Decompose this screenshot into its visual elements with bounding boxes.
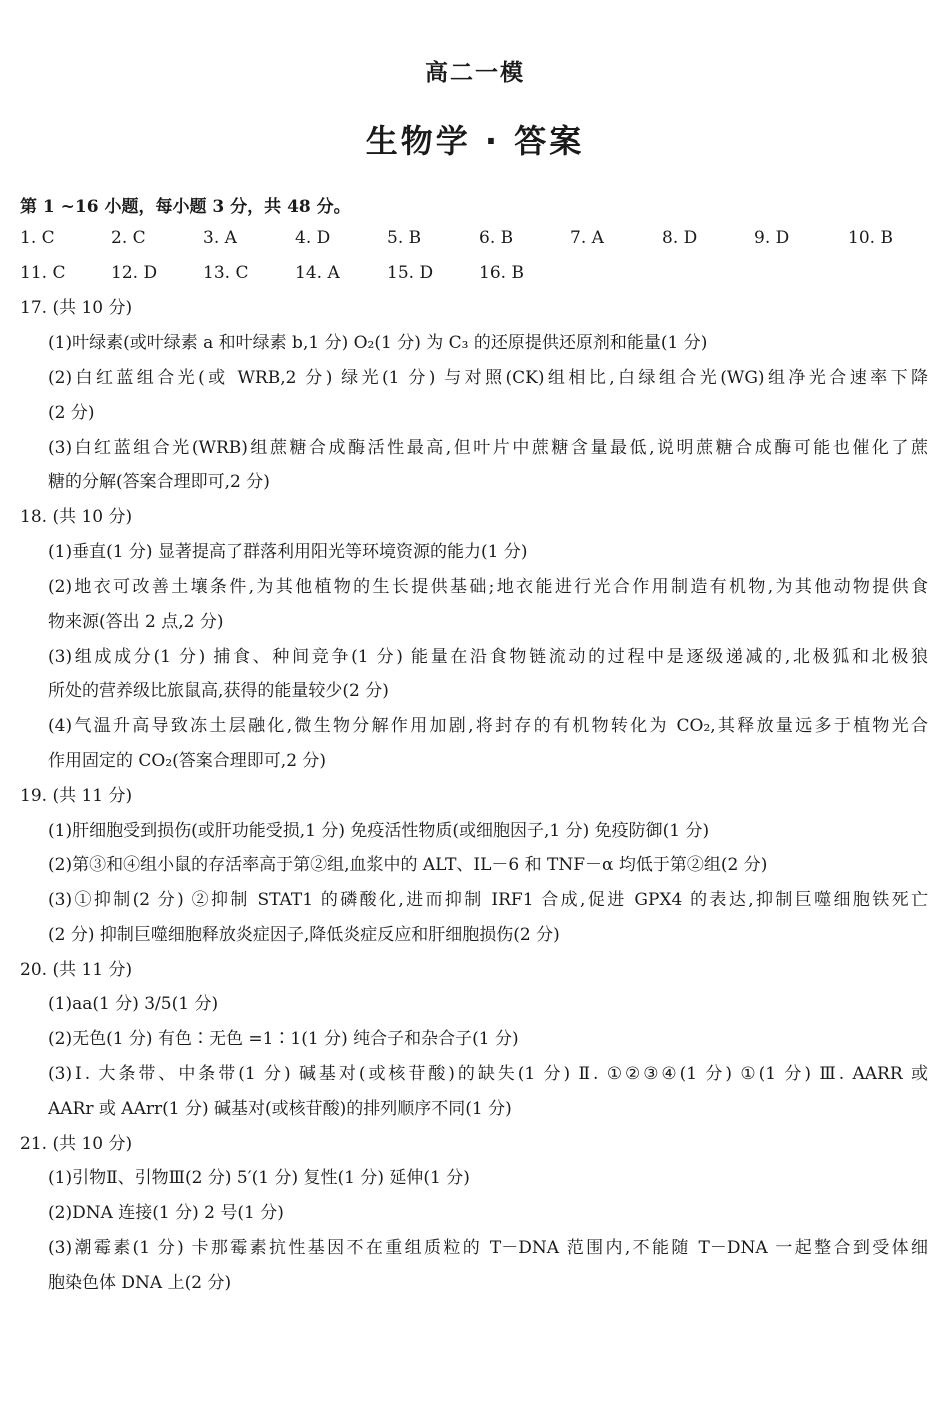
- question-20-answer-3: (3)Ⅰ. 大条带、中条带(1 分) 碱基对(或核苷酸)的缺失(1 分) Ⅱ. ①②③④(1 分) ①(1 分) Ⅲ. AARR 或: [48, 1064, 928, 1084]
- question-18-answer-1: (1)垂直(1 分) 显著提高了群落利用阳光等环境资源的能力(1 分): [48, 542, 528, 562]
- question-20-heading: 20. (共 11 分): [20, 960, 133, 980]
- question-20-answer-1: (1)aa(1 分) 3/5(1 分): [48, 994, 219, 1014]
- mc-answer: 15. D: [387, 263, 434, 283]
- question-18-heading: 18. (共 10 分): [20, 507, 133, 527]
- question-17-answer-2: (2)白红蓝组合光(或 WRB,2 分) 绿光(1 分) 与对照(CK)组相比,白绿组合光(WG)组净光合速率下降: [48, 368, 928, 388]
- question-21-answer-3: (3)潮霉素(1 分) 卡那霉素抗性基因不在重组质粒的 T－DNA 范围内,不能随 T－DNA 一起整合到受体细: [48, 1238, 928, 1258]
- question-19-answer-3: (3)①抑制(2 分) ②抑制 STAT1 的磷酸化,进而抑制 IRF1 合成,促进 GPX4 的表达,抑制巨噬细胞铁死亡: [48, 890, 928, 910]
- question-17-heading: 17. (共 10 分): [20, 298, 133, 318]
- question-18-answer-2-cont: 物来源(答出 2 点,2 分): [48, 612, 224, 632]
- question-19-answer-1: (1)肝细胞受到损伤(或肝功能受损,1 分) 免疫活性物质(或细胞因子,1 分) 免疫防御(1 分): [48, 821, 710, 841]
- exam-subtitle: 高二一模: [425, 60, 525, 86]
- question-21-answer-2: (2)DNA 连接(1 分) 2 号(1 分): [48, 1203, 284, 1223]
- question-19-heading: 19. (共 11 分): [20, 786, 133, 806]
- mc-answer: 9. D: [754, 228, 790, 248]
- question-18-answer-4: (4)气温升高导致冻土层融化,微生物分解作用加剧,将封存的有机物转化为 CO₂,其释放量远多于植物光合: [48, 716, 928, 736]
- question-17-answer-2-cont: (2 分): [48, 403, 95, 423]
- mc-answers-row-2: [0, 263, 950, 287]
- mc-answer: 1. C: [20, 228, 55, 248]
- question-17-answer-3-cont: 糖的分解(答案合理即可,2 分): [48, 472, 270, 492]
- mc-answer: 13. C: [203, 263, 249, 283]
- question-18-answer-4-cont: 作用固定的 CO₂(答案合理即可,2 分): [48, 751, 327, 771]
- question-20-answer-2: (2)无色(1 分) 有色∶无色 =1∶1(1 分) 纯合子和杂合子(1 分): [48, 1029, 519, 1049]
- mc-answer: 8. D: [662, 228, 698, 248]
- question-21-answer-1: (1)引物Ⅱ、引物Ⅲ(2 分) 5′(1 分) 复性(1 分) 延伸(1 分): [48, 1168, 470, 1188]
- mc-answer: 16. B: [479, 263, 524, 283]
- question-19-answer-2: (2)第③和④组小鼠的存活率高于第②组,血浆中的 ALT、IL－6 和 TNF－α 均低于第②组(2 分): [48, 855, 768, 875]
- mc-answer: 12. D: [111, 263, 158, 283]
- mc-answer: 14. A: [295, 263, 340, 283]
- mc-answer: 7. A: [570, 228, 604, 248]
- question-18-answer-2: (2)地衣可改善土壤条件,为其他植物的生长提供基础;地衣能进行光合作用制造有机物,为其他动物提供食: [48, 577, 928, 597]
- mc-answer: 4. D: [295, 228, 331, 248]
- mc-answer: 10. B: [848, 228, 893, 248]
- mc-answer: 6. B: [479, 228, 514, 248]
- question-20-answer-3-cont: AARr 或 AArr(1 分) 碱基对(或核苷酸)的排列顺序不同(1 分): [48, 1099, 512, 1119]
- mc-answer: 5. B: [387, 228, 422, 248]
- question-19-answer-3-cont: (2 分) 抑制巨噬细胞释放炎症因子,降低炎症反应和肝细胞损伤(2 分): [48, 925, 560, 945]
- page-title: 生物学 · 答案: [365, 122, 585, 160]
- question-17-answer-1: (1)叶绿素(或叶绿素 a 和叶绿素 b,1 分) O₂(1 分) 为 C₃ 的还原提供还原剂和能量(1 分): [48, 333, 708, 353]
- question-18-answer-3: (3)组成成分(1 分) 捕食、种间竞争(1 分) 能量在沿食物链流动的过程中是逐级递减的,北极狐和北极狼: [48, 647, 928, 667]
- mc-answer: 2. C: [111, 228, 146, 248]
- mc-answers-row-1: [0, 228, 950, 252]
- question-17-answer-3: (3)白红蓝组合光(WRB)组蔗糖合成酶活性最高,但叶片中蔗糖含量最低,说明蔗糖合成酶可能也催化了蔗: [48, 438, 928, 458]
- question-18-answer-3-cont: 所处的营养级比旅鼠高,获得的能量较少(2 分): [48, 681, 389, 701]
- question-21-heading: 21. (共 10 分): [20, 1134, 133, 1154]
- mc-answer: 11. C: [20, 263, 66, 283]
- mc-answer: 3. A: [203, 228, 237, 248]
- multiple-choice-instructions: 第 1 ~16 小题，每小题 3 分，共 48 分。: [20, 197, 351, 217]
- question-21-answer-3-cont: 胞染色体 DNA 上(2 分): [48, 1273, 232, 1293]
